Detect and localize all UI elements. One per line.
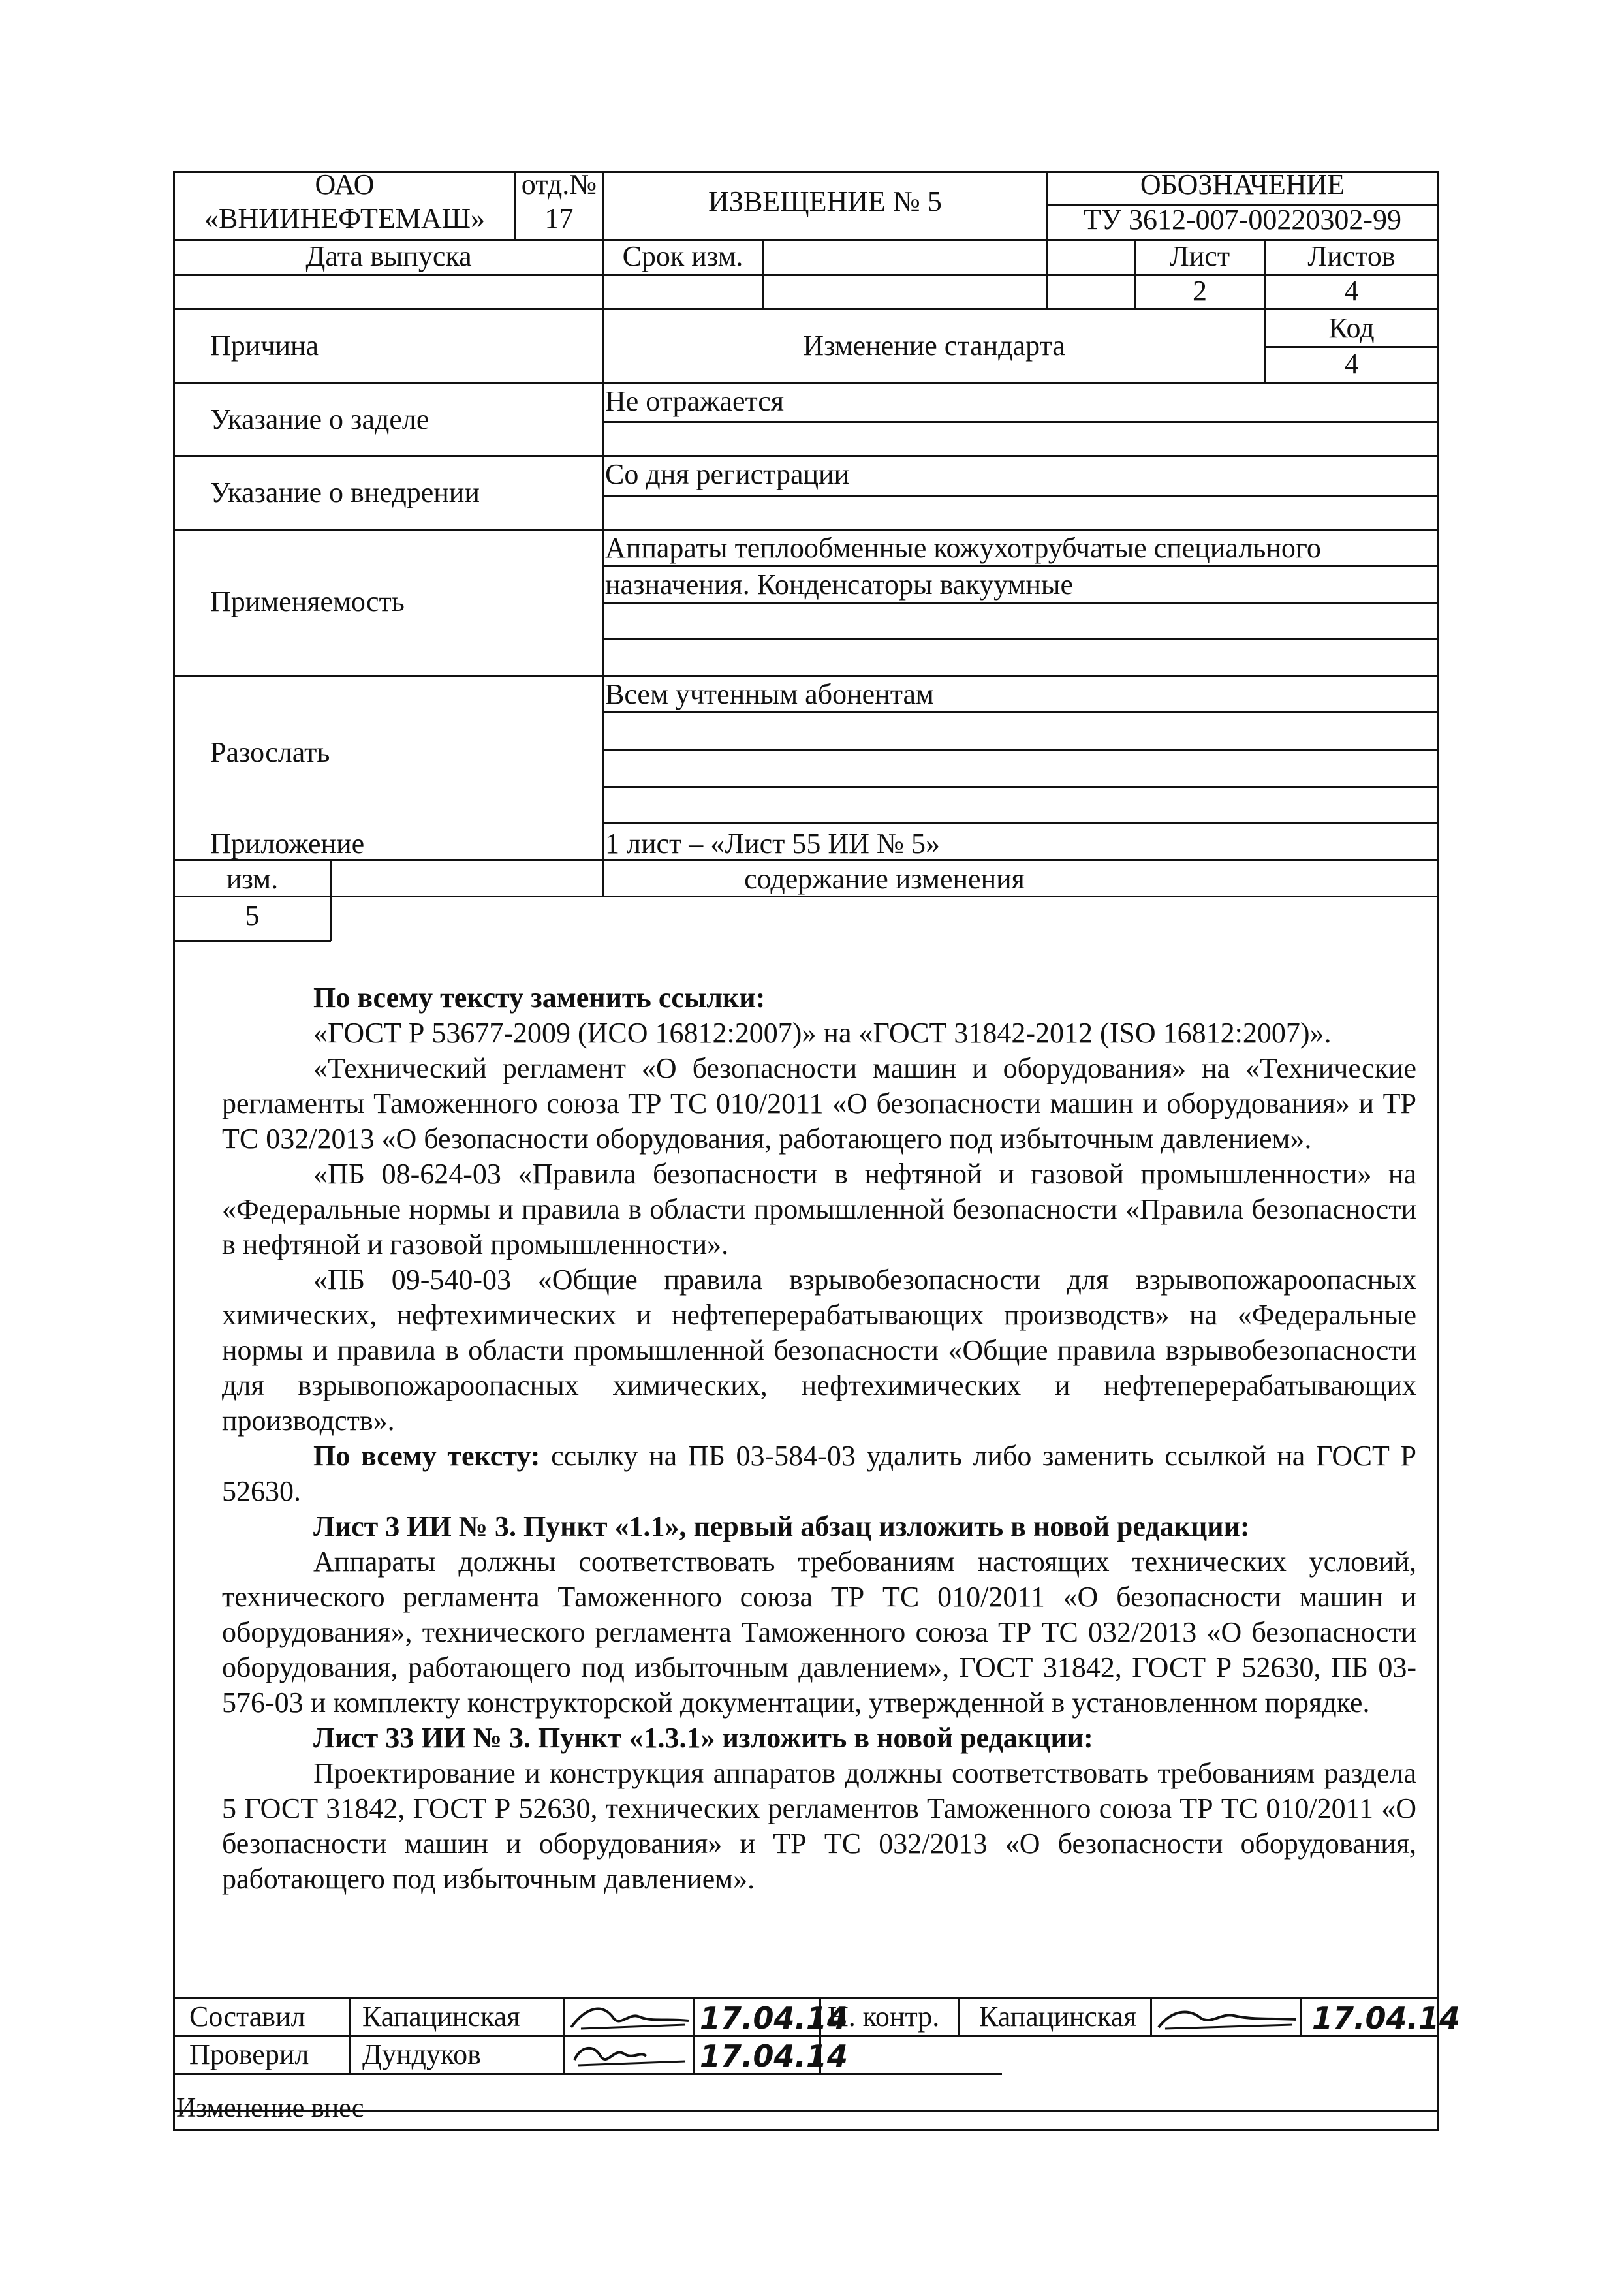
code-value: 4 <box>1344 348 1359 380</box>
org-name-line1: ОАО <box>315 168 375 200</box>
signature-compiled <box>568 1999 692 2035</box>
dept-label: отд.№ <box>521 168 597 200</box>
sheet-label: Лист <box>1169 240 1230 272</box>
sheets-label: Листов <box>1307 240 1396 272</box>
sheet-value: 2 <box>1193 275 1207 307</box>
paragraph-2: «Технический регламент «О безопасности машин и оборудования» на «Технические регламенты Таможенного союза ТР ТС 010/2011 «О безопасности машин и оборудования» и ТР ТС 032/2013 «О безопасности оборудования, работающего под избыточным давлением». <box>222 1052 1416 1155</box>
sheets-value: 4 <box>1344 275 1359 307</box>
compiled-label: Составил <box>189 2001 305 2033</box>
reason-value: Изменение стандарта <box>803 330 1065 362</box>
norm-control-name: Капацинская <box>979 2001 1137 2033</box>
entered-label: Изменение внес <box>176 2093 364 2123</box>
attachment-label: Приложение <box>210 828 365 860</box>
change-no-value: 5 <box>245 899 260 931</box>
backlog-label: Указание о заделе <box>210 403 429 435</box>
dept-value: 17 <box>544 202 574 234</box>
distribute-value: Всем учтенным абонентам <box>605 678 934 710</box>
attachment-value: 1 лист – «Лист 55 ИИ № 5» <box>605 828 940 860</box>
section-heading-3: Лист 33 ИИ № 3. Пункт «1.3.1» изложить в новой редакции: <box>313 1722 1093 1754</box>
checked-label: Проверил <box>189 2038 309 2070</box>
signature-norm-control <box>1155 1999 1299 2035</box>
reason-label: Причина <box>210 330 319 362</box>
paragraph-1: «ГОСТ Р 53677-2009 (ИСО 16812:2007)» на «ГОСТ 31842-2012 (ISO 16812:2007)». <box>313 1017 1332 1049</box>
paragraph-5: По всему тексту: ссылку на ПБ 03-584-03 удалить либо заменить ссылкой на ГОСТ Р 52630. <box>222 1440 1416 1507</box>
applicability-line2: назначения. Конденсаторы вакуумные <box>605 569 1073 601</box>
backlog-value: Не отражается <box>605 385 785 417</box>
change-content-label: содержание изменения <box>744 863 1025 895</box>
designation-value: ТУ 3612-007-00220302-99 <box>1084 204 1401 236</box>
applicability-line1: Аппараты теплообменные кожухотрубчатые специального <box>605 532 1321 564</box>
paragraph-4: «ПБ 09-540-03 «Общие правила взрывобезопасности для взрывопожароопасных химических, нефтехимических и нефтеперерабатывающих производств» на «Федеральные нормы и правила в области промышленной безопасности «Общие правила взрывобезопасности для взрывопожароопасных химических, нефтехимических и нефтеперерабатывающих производств». <box>222 1264 1416 1437</box>
section-heading-2: Лист 3 ИИ № 3. Пункт «1.1», первый абзац изложить в новой редакции: <box>313 1510 1250 1542</box>
designation-label: ОБОЗНАЧЕНИЕ <box>1140 168 1345 200</box>
distribute-label: Разослать <box>210 736 330 768</box>
norm-control-label: Н. контр. <box>828 2001 940 2033</box>
change-content-body <box>222 980 1416 1897</box>
paragraph-6: Аппараты должны соответствовать требованиям настоящих технических условий, технического регламента Таможенного союза ТР ТС 010/2011 «О безопасности машин и оборудования», технического регламента Таможенного союза ТР ТС 032/2013 «О безопасности оборудования, работающего под избыточным давлением», ГОСТ 31842, ГОСТ Р 52630, ПБ 03-576-03 и комплекту конструкторской документации, утвержденной в установленном порядке. <box>222 1546 1416 1719</box>
org-name-line2: «ВНИИНЕФТЕМАШ» <box>204 202 486 234</box>
signature-checked <box>568 2036 692 2073</box>
section-heading-1: По всему тексту заменить ссылки: <box>313 982 766 1014</box>
code-label: Код <box>1328 312 1375 344</box>
compiled-date: 17.04.14 <box>700 2001 848 2036</box>
issue-date-label: Дата выпуска <box>305 240 472 272</box>
checked-name: Дундуков <box>362 2038 481 2070</box>
checked-date: 17.04.14 <box>700 2038 848 2074</box>
change-no-label: изм. <box>226 863 279 895</box>
norm-control-date: 17.04.14 <box>1312 2001 1460 2036</box>
paragraph-7: Проектирование и конструкция аппаратов должны соответствовать требованиям раздела 5 ГОСТ 31842, ГОСТ Р 52630, технических регламентов Таможенного союза ТР ТС 010/2011 «О безопасности машин и оборудования» и ТР ТС 032/2013 «О безопасности оборудования, работающего под избыточным давлением». <box>222 1757 1416 1895</box>
compiled-name: Капацинская <box>362 2001 520 2033</box>
applicability-label: Применяемость <box>210 585 405 617</box>
change-term-label: Срок изм. <box>622 240 743 272</box>
paragraph-3: «ПБ 08-624-03 «Правила безопасности в нефтяной и газовой промышленности» на «Федеральные нормы и правила в области промышленной безопасности «Правила безопасности в нефтяной и газовой промышленности». <box>222 1158 1416 1260</box>
implementation-label: Указание о внедрении <box>210 476 480 508</box>
implementation-value: Со дня регистрации <box>605 458 850 490</box>
notice-title: ИЗВЕЩЕНИЕ № 5 <box>708 185 942 217</box>
